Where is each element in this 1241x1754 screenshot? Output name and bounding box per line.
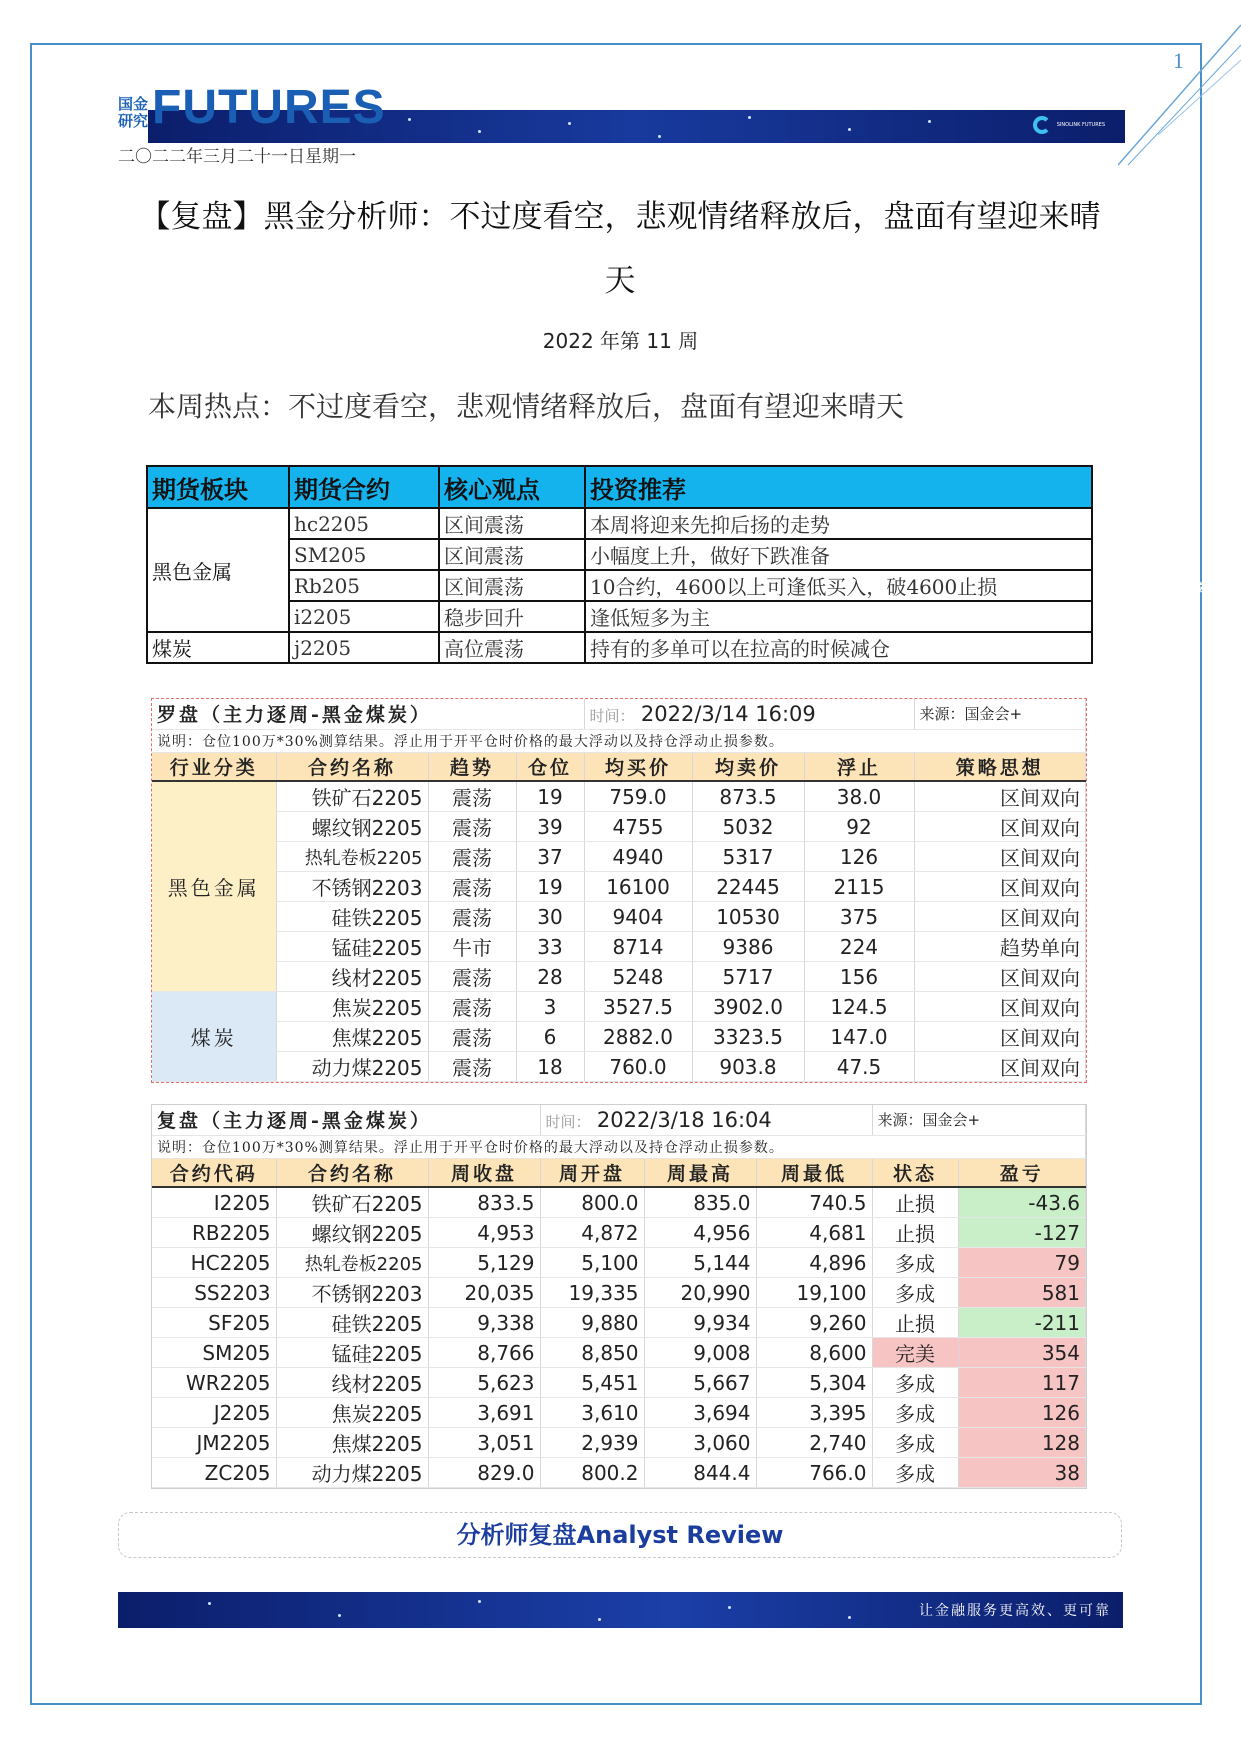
report-date: 二〇二二年三月二十一日星期一 (118, 147, 356, 167)
brand-en: FUTURES (152, 81, 386, 134)
table-row: SF205 硅铁2205 9,338 9,880 9,934 9,260 止损 -211 (152, 1308, 1086, 1338)
table-row: I2205 铁矿石2205 833.5 800.0 835.0 740.5 止损 -43.6 (152, 1187, 1086, 1218)
logo-mark-icon (1033, 116, 1051, 134)
corner-decoration (1118, 15, 1241, 170)
luopan-panel (151, 698, 1087, 1083)
weekly-hotspot: 本周热点：不过度看空，悲观情绪释放后，盘面有望迎来晴天 (148, 390, 905, 423)
table-row: 黑色金属 hc2205 区间震荡 本周将迎来先抑后扬的走势 (147, 508, 1092, 539)
luopan-title: 罗盘（主力逐周-黑金煤炭） (152, 699, 584, 729)
table-row: 热轧卷板2205 震荡 37 4940 5317 126 区间双向 (152, 842, 1086, 872)
company-logo: 国金期货 SINOLINK FUTURES (1033, 116, 1105, 134)
fupan-time: 2022/3/18 16:04 (596, 1107, 772, 1132)
luopan-source: 来源：国金会+ (914, 699, 1086, 729)
category-cell: 煤炭 (152, 992, 276, 1082)
table-row: Rb205 区间震荡 10合约，4600以上可逢低买入，破4600止损 (147, 570, 1092, 601)
table-row: WR2205 线材2205 5,623 5,451 5,667 5,304 多成 117 (152, 1368, 1086, 1398)
fupan-source: 来源：国金会+ (872, 1105, 1086, 1135)
sector-cell: 黑色金属 (147, 508, 289, 632)
analyst-review-banner: 分析师复盘Analyst Review (118, 1512, 1122, 1558)
fupan-panel (151, 1104, 1087, 1489)
table-header-row: 合约代码 合约名称 周收盘 周开盘 周最高 周最低 状态 盈亏 (152, 1158, 1086, 1187)
table-header-row: 期货板块 期货合约 核心观点 投资推荐 (147, 466, 1092, 508)
table-row: 不锈钢2203 震荡 19 16100 22445 2115 区间双向 (152, 872, 1086, 902)
page-number: 1 (1173, 48, 1184, 73)
recommendation-table (146, 465, 1093, 664)
luopan-note: 说明：仓位100万*30%测算结果。浮止用于开平仓时价格的最大浮动以及持仓浮动止损参数。 (152, 729, 1086, 752)
table-row: SM205 区间震荡 小幅度上升，做好下跌准备 (147, 539, 1092, 570)
fupan-table: 复盘（主力逐周-黑金煤炭） 时间： 2022/3/18 16:04 来源：国金会+ 说明：仓位100万*30%测算结果。浮止用于开平仓时价格的最大浮动以及持仓浮动止损参数。 合约代码 合约名称 周收盘 周开盘 周最高 周最低 状态 盈亏 I2205 铁矿石2205 833.5 800.0 835.0 740.5 止损 -43.6 RB2205 螺纹钢2205 4,953 4,872 4,956 4,681 止损 -127 HC2205 热轧卷板2205 5,129 5,100 5,144 4,896 多成 79 SS2203 不锈钢2203 20,035 19,335 20,990 19,100 多成 581 SF205 硅铁2205 9,338 9,880 9,934 9,260 止损 -211 SM205 锰硅2205 8,766 8,850 9,008 8,600 完美 354 WR2205 线材2205 5,623 5,451 5,667 5,304 多成 117 J2205 焦炭2205 3,691 3,610 3,694 3,395 多成 126 JM2205 焦煤2205 3,051 2,939 3,060 2,740 多成 128 ZC205 动力煤2205 829.0 800.2 844.4 766.0 多成 38 (152, 1105, 1086, 1488)
table-row: 锰硅2205 牛市 33 8714 9386 224 趋势单向 (152, 932, 1086, 962)
table-row: 线材2205 震荡 28 5248 5717 156 区间双向 (152, 962, 1086, 992)
footer-band (118, 1592, 1123, 1628)
table-row: 动力煤2205 震荡 18 760.0 903.8 47.5 区间双向 (152, 1052, 1086, 1082)
table-row: ZC205 动力煤2205 829.0 800.2 844.4 766.0 多成 38 (152, 1458, 1086, 1488)
table-row: 煤炭 j2205 高位震荡 持有的多单可以在拉高的时候减仓 (147, 632, 1092, 663)
fupan-note: 说明：仓位100万*30%测算结果。浮止用于开平仓时价格的最大浮动以及持仓浮动止损参数。 (152, 1135, 1086, 1158)
brand-mark (118, 81, 386, 134)
table-header-row: 行业分类 合约名称 趋势 仓位 均买价 均卖价 浮止 策略思想 (152, 752, 1086, 781)
table-row: RB2205 螺纹钢2205 4,953 4,872 4,956 4,681 止损 -127 (152, 1218, 1086, 1248)
table-row: HC2205 热轧卷板2205 5,129 5,100 5,144 4,896 多成 79 (152, 1248, 1086, 1278)
table-row: SM205 锰硅2205 8,766 8,850 9,008 8,600 完美 354 (152, 1338, 1086, 1368)
table-row: 黑色金属 铁矿石2205 震荡 19 759.0 873.5 38.0 区间双向 (152, 781, 1086, 812)
table-row: SS2203 不锈钢2203 20,035 19,335 20,990 19,100 多成 581 (152, 1278, 1086, 1308)
table-row: 煤炭 焦炭2205 震荡 3 3527.5 3902.0 124.5 区间双向 (152, 992, 1086, 1022)
table-row: J2205 焦炭2205 3,691 3,610 3,694 3,395 多成 126 (152, 1398, 1086, 1428)
table-row: JM2205 焦煤2205 3,051 2,939 3,060 2,740 多成 128 (152, 1428, 1086, 1458)
table-row: 螺纹钢2205 震荡 39 4755 5032 92 区间双向 (152, 812, 1086, 842)
brand-cn: 国金研究 (118, 95, 149, 130)
report-title: 【复盘】黑金分析师：不过度看空，悲观情绪释放后，盘面有望迎来晴 天 (139, 199, 1101, 299)
luopan-time: 2022/3/14 16:09 (640, 701, 816, 726)
table-row: i2205 稳步回升 逢低短多为主 (147, 601, 1092, 632)
table-row: 焦煤2205 震荡 6 2882.0 3323.5 147.0 区间双向 (152, 1022, 1086, 1052)
fupan-title: 复盘（主力逐周-黑金煤炭） (152, 1105, 540, 1135)
category-cell: 黑色金属 (152, 781, 276, 992)
sector-cell: 煤炭 (147, 632, 289, 663)
luopan-table: 罗盘（主力逐周-黑金煤炭） 时间： 2022/3/14 16:09 来源：国金会+ 说明：仓位100万*30%测算结果。浮止用于开平仓时价格的最大浮动以及持仓浮动止损参数。 行业分类 合约名称 趋势 仓位 均买价 均卖价 浮止 策略思想 黑色金属 铁矿石2205 震荡 19 759.0 873.5 38.0 区间双向 螺纹钢2205 震荡 39 4755 5032 92 区间双向 热轧卷板2205 震荡 37 4940 5317 126 区间双向 不锈钢2203 震荡 19 16100 22445 2115 区间双向 硅铁2205 震荡 30 9404 10530 375 区间双向 锰硅2205 牛市 33 8714 9386 224 趋势单向 线材2205 震荡 28 5248 5717 156 区间双向 煤炭 焦炭2205 震荡 3 3527.5 3902.0 124.5 区间双向 焦煤2205 震荡 6 2882.0 3323.5 147.0 区间双向 动力煤2205 震荡 18 760.0 903.8 47.5 区间双向 (152, 699, 1086, 1082)
report-week: 2022 年第 11 周 (542, 329, 699, 353)
footer-slogan: 让金融服务更高效、更可靠 (919, 1603, 1111, 1619)
table-row: 硅铁2205 震荡 30 9404 10530 375 区间双向 (152, 902, 1086, 932)
